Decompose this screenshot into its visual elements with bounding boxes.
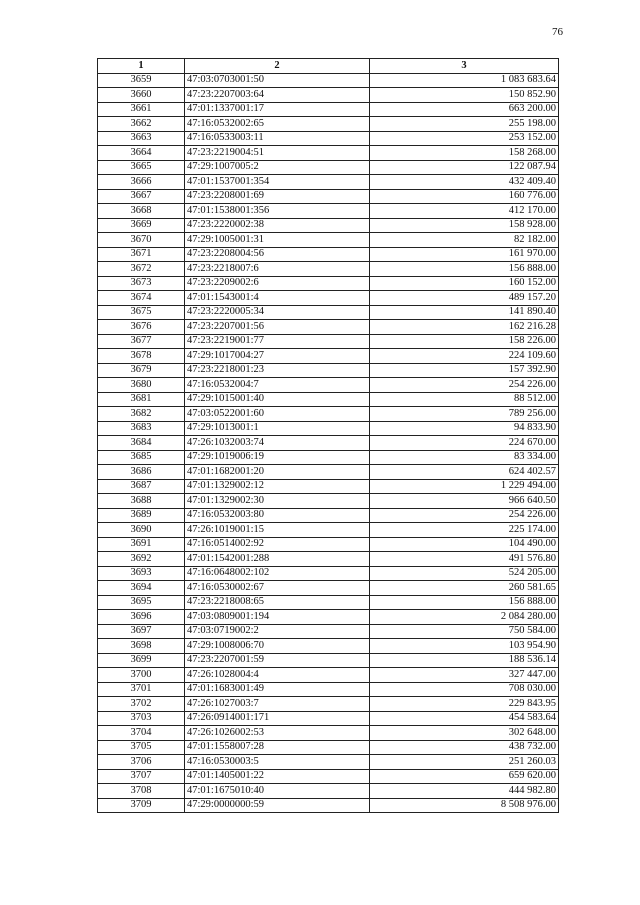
row-number: 3677 bbox=[98, 334, 185, 349]
table-row bbox=[98, 465, 559, 480]
row-number: 3663 bbox=[98, 131, 185, 146]
row-number: 3705 bbox=[98, 740, 185, 755]
table-row bbox=[98, 436, 559, 451]
row-number: 3669 bbox=[98, 218, 185, 233]
cadastral-number: 47:23:2220005:34 bbox=[185, 305, 370, 320]
cadastral-value: 225 174.00 bbox=[370, 523, 559, 538]
cadastral-value: 156 888.00 bbox=[370, 595, 559, 610]
cadastral-value: 158 268.00 bbox=[370, 146, 559, 161]
table-row bbox=[98, 276, 559, 291]
row-number: 3671 bbox=[98, 247, 185, 262]
cadastral-number: 47:03:0522001:60 bbox=[185, 407, 370, 422]
row-number: 3707 bbox=[98, 769, 185, 784]
row-number: 3661 bbox=[98, 102, 185, 117]
table-row bbox=[98, 494, 559, 509]
table-row bbox=[98, 523, 559, 538]
cadastral-number: 47:01:1558007:28 bbox=[185, 740, 370, 755]
table-row bbox=[98, 595, 559, 610]
row-number: 3659 bbox=[98, 73, 185, 88]
page-number: 76 bbox=[552, 26, 563, 38]
cadastral-number: 47:23:2218001:23 bbox=[185, 363, 370, 378]
table-row bbox=[98, 233, 559, 248]
table-row bbox=[98, 262, 559, 277]
cadastral-value: 750 584.00 bbox=[370, 624, 559, 639]
table-row bbox=[98, 305, 559, 320]
cadastral-number: 47:29:0000000:59 bbox=[185, 798, 370, 813]
cadastral-value: 659 620.00 bbox=[370, 769, 559, 784]
table-row bbox=[98, 175, 559, 190]
row-number: 3696 bbox=[98, 610, 185, 625]
cadastral-number: 47:23:2218008:65 bbox=[185, 595, 370, 610]
row-number: 3667 bbox=[98, 189, 185, 204]
cadastral-value: 82 182.00 bbox=[370, 233, 559, 248]
table-row bbox=[98, 189, 559, 204]
row-number: 3704 bbox=[98, 726, 185, 741]
table-row bbox=[98, 610, 559, 625]
cadastral-number: 47:16:0530002:67 bbox=[185, 581, 370, 596]
cadastral-value: 663 200.00 bbox=[370, 102, 559, 117]
row-number: 3684 bbox=[98, 436, 185, 451]
cadastral-number: 47:29:1005001:31 bbox=[185, 233, 370, 248]
cadastral-value: 253 152.00 bbox=[370, 131, 559, 146]
cadastral-value: 8 508 976.00 bbox=[370, 798, 559, 813]
cadastral-number: 47:01:1543001:4 bbox=[185, 291, 370, 306]
row-number: 3692 bbox=[98, 552, 185, 567]
cadastral-number: 47:23:2207001:59 bbox=[185, 653, 370, 668]
cadastral-value: 141 890.40 bbox=[370, 305, 559, 320]
cadastral-number: 47:03:0703001:50 bbox=[185, 73, 370, 88]
row-number: 3672 bbox=[98, 262, 185, 277]
cadastral-value: 491 576.80 bbox=[370, 552, 559, 567]
table-row bbox=[98, 117, 559, 132]
cadastral-number: 47:23:2207001:56 bbox=[185, 320, 370, 335]
cadastral-value: 327 447.00 bbox=[370, 668, 559, 683]
cadastral-value: 789 256.00 bbox=[370, 407, 559, 422]
table-row bbox=[98, 450, 559, 465]
table-row bbox=[98, 378, 559, 393]
cadastral-number: 47:29:1007005:2 bbox=[185, 160, 370, 175]
cadastral-value: 94 833.90 bbox=[370, 421, 559, 436]
cadastral-value: 302 648.00 bbox=[370, 726, 559, 741]
table-row bbox=[98, 73, 559, 88]
cadastral-value: 156 888.00 bbox=[370, 262, 559, 277]
cadastral-number: 47:16:0532004:7 bbox=[185, 378, 370, 393]
cadastral-value: 254 226.00 bbox=[370, 378, 559, 393]
table-row bbox=[98, 218, 559, 233]
row-number: 3703 bbox=[98, 711, 185, 726]
cadastral-value: 966 640.50 bbox=[370, 494, 559, 509]
row-number: 3676 bbox=[98, 320, 185, 335]
cadastral-value: 444 982.80 bbox=[370, 784, 559, 799]
table-row bbox=[98, 479, 559, 494]
row-number: 3690 bbox=[98, 523, 185, 538]
cadastral-value: 158 928.00 bbox=[370, 218, 559, 233]
cadastral-value: 412 170.00 bbox=[370, 204, 559, 219]
table-row bbox=[98, 711, 559, 726]
cadastral-number: 47:23:2219004:51 bbox=[185, 146, 370, 161]
table-row bbox=[98, 407, 559, 422]
cadastral-value: 2 084 280.00 bbox=[370, 610, 559, 625]
cadastral-number: 47:03:0719002:2 bbox=[185, 624, 370, 639]
table-row bbox=[98, 726, 559, 741]
table-row bbox=[98, 334, 559, 349]
row-number: 3706 bbox=[98, 755, 185, 770]
cadastral-value: 432 409.40 bbox=[370, 175, 559, 190]
row-number: 3668 bbox=[98, 204, 185, 219]
cadastral-value: 1 229 494.00 bbox=[370, 479, 559, 494]
table-row bbox=[98, 653, 559, 668]
cadastral-value: 188 536.14 bbox=[370, 653, 559, 668]
row-number: 3670 bbox=[98, 233, 185, 248]
table-row bbox=[98, 784, 559, 799]
cadastral-value: 624 402.57 bbox=[370, 465, 559, 480]
cadastral-value: 160 152.00 bbox=[370, 276, 559, 291]
cadastral-number: 47:26:1019001:15 bbox=[185, 523, 370, 538]
cadastral-number: 47:01:1329002:12 bbox=[185, 479, 370, 494]
cadastral-number: 47:01:1683001:49 bbox=[185, 682, 370, 697]
table-row bbox=[98, 160, 559, 175]
row-number: 3687 bbox=[98, 479, 185, 494]
cadastral-value: 122 087.94 bbox=[370, 160, 559, 175]
table-row bbox=[98, 88, 559, 103]
row-number: 3664 bbox=[98, 146, 185, 161]
table-row bbox=[98, 204, 559, 219]
column-header-3: 3 bbox=[370, 59, 559, 74]
cadastral-value: 157 392.90 bbox=[370, 363, 559, 378]
cadastral-value: 150 852.90 bbox=[370, 88, 559, 103]
row-number: 3695 bbox=[98, 595, 185, 610]
table-row bbox=[98, 740, 559, 755]
table-row bbox=[98, 320, 559, 335]
row-number: 3698 bbox=[98, 639, 185, 654]
table-row bbox=[98, 291, 559, 306]
row-number: 3675 bbox=[98, 305, 185, 320]
cadastral-value: 224 109.60 bbox=[370, 349, 559, 364]
table-row bbox=[98, 247, 559, 262]
cadastral-number: 47:01:1329002:30 bbox=[185, 494, 370, 509]
cadastral-number: 47:16:0532003:80 bbox=[185, 508, 370, 523]
cadastral-value: 489 157.20 bbox=[370, 291, 559, 306]
table-row bbox=[98, 682, 559, 697]
cadastral-value: 524 205.00 bbox=[370, 566, 559, 581]
row-number: 3683 bbox=[98, 421, 185, 436]
row-number: 3688 bbox=[98, 494, 185, 509]
table-row bbox=[98, 566, 559, 581]
cadastral-value: 438 732.00 bbox=[370, 740, 559, 755]
cadastral-value: 251 260.03 bbox=[370, 755, 559, 770]
row-number: 3666 bbox=[98, 175, 185, 190]
row-number: 3691 bbox=[98, 537, 185, 552]
table-row bbox=[98, 131, 559, 146]
cadastral-number: 47:23:2209002:6 bbox=[185, 276, 370, 291]
row-number: 3701 bbox=[98, 682, 185, 697]
row-number: 3700 bbox=[98, 668, 185, 683]
row-number: 3660 bbox=[98, 88, 185, 103]
table-row bbox=[98, 581, 559, 596]
row-number: 3697 bbox=[98, 624, 185, 639]
cadastral-value: 229 843.95 bbox=[370, 697, 559, 712]
table-row bbox=[98, 755, 559, 770]
cadastral-number: 47:23:2219001:77 bbox=[185, 334, 370, 349]
row-number: 3678 bbox=[98, 349, 185, 364]
row-number: 3694 bbox=[98, 581, 185, 596]
cadastral-number: 47:29:1015001:40 bbox=[185, 392, 370, 407]
row-number: 3681 bbox=[98, 392, 185, 407]
row-number: 3679 bbox=[98, 363, 185, 378]
table-header-row bbox=[98, 59, 559, 74]
cadastral-number: 47:29:1017004:27 bbox=[185, 349, 370, 364]
table-row bbox=[98, 697, 559, 712]
cadastral-value: 88 512.00 bbox=[370, 392, 559, 407]
cadastral-number: 47:23:2220002:38 bbox=[185, 218, 370, 233]
cadastral-value: 83 334.00 bbox=[370, 450, 559, 465]
cadastral-value: 162 216.28 bbox=[370, 320, 559, 335]
cadastral-value: 160 776.00 bbox=[370, 189, 559, 204]
table-row bbox=[98, 349, 559, 364]
cadastral-value: 158 226.00 bbox=[370, 334, 559, 349]
cadastral-value: 161 970.00 bbox=[370, 247, 559, 262]
table-row bbox=[98, 624, 559, 639]
row-number: 3693 bbox=[98, 566, 185, 581]
row-number: 3709 bbox=[98, 798, 185, 813]
cadastral-number: 47:16:0530003:5 bbox=[185, 755, 370, 770]
cadastral-number: 47:01:1405001:22 bbox=[185, 769, 370, 784]
row-number: 3689 bbox=[98, 508, 185, 523]
row-number: 3673 bbox=[98, 276, 185, 291]
table-row bbox=[98, 798, 559, 813]
cadastral-number: 47:26:1026002:53 bbox=[185, 726, 370, 741]
cadastral-number: 47:01:1538001:356 bbox=[185, 204, 370, 219]
cadastral-number: 47:26:1032003:74 bbox=[185, 436, 370, 451]
column-header-2: 2 bbox=[185, 59, 370, 74]
cadastral-number: 47:16:0532002:65 bbox=[185, 117, 370, 132]
row-number: 3686 bbox=[98, 465, 185, 480]
cadastral-number: 47:01:1682001:20 bbox=[185, 465, 370, 480]
cadastral-value: 1 083 683.64 bbox=[370, 73, 559, 88]
cadastral-number: 47:23:2208001:69 bbox=[185, 189, 370, 204]
cadastral-number: 47:01:1337001:17 bbox=[185, 102, 370, 117]
cadastral-value: 104 490.00 bbox=[370, 537, 559, 552]
cadastral-number: 47:16:0533003:11 bbox=[185, 131, 370, 146]
cadastral-number: 47:26:1028004:4 bbox=[185, 668, 370, 683]
cadastral-value: 454 583.64 bbox=[370, 711, 559, 726]
cadastral-value: 224 670.00 bbox=[370, 436, 559, 451]
row-number: 3702 bbox=[98, 697, 185, 712]
table-row bbox=[98, 639, 559, 654]
table-row bbox=[98, 363, 559, 378]
row-number: 3708 bbox=[98, 784, 185, 799]
cadastral-number: 47:23:2218007:6 bbox=[185, 262, 370, 277]
row-number: 3699 bbox=[98, 653, 185, 668]
cadastral-number: 47:26:1027003:7 bbox=[185, 697, 370, 712]
cadastral-number: 47:23:2207003:64 bbox=[185, 88, 370, 103]
row-number: 3662 bbox=[98, 117, 185, 132]
cadastral-value: 255 198.00 bbox=[370, 117, 559, 132]
table-row bbox=[98, 668, 559, 683]
cadastral-number: 47:16:0648002:102 bbox=[185, 566, 370, 581]
row-number: 3665 bbox=[98, 160, 185, 175]
cadastral-number: 47:29:1013001:1 bbox=[185, 421, 370, 436]
row-number: 3682 bbox=[98, 407, 185, 422]
table-row bbox=[98, 392, 559, 407]
cadastral-number: 47:01:1537001:354 bbox=[185, 175, 370, 190]
cadastral-number: 47:03:0809001:194 bbox=[185, 610, 370, 625]
table-row bbox=[98, 552, 559, 567]
row-number: 3680 bbox=[98, 378, 185, 393]
table-row bbox=[98, 769, 559, 784]
table-row bbox=[98, 508, 559, 523]
cadastral-number: 47:29:1019006:19 bbox=[185, 450, 370, 465]
cadastral-value: 708 030.00 bbox=[370, 682, 559, 697]
cadastral-number: 47:26:0914001:171 bbox=[185, 711, 370, 726]
cadastral-number: 47:16:0514002:92 bbox=[185, 537, 370, 552]
column-header-1: 1 bbox=[98, 59, 185, 74]
cadastral-value: 254 226.00 bbox=[370, 508, 559, 523]
table-row bbox=[98, 537, 559, 552]
cadastral-value-table bbox=[97, 58, 559, 813]
cadastral-number: 47:23:2208004:56 bbox=[185, 247, 370, 262]
table-row bbox=[98, 146, 559, 161]
row-number: 3685 bbox=[98, 450, 185, 465]
cadastral-value: 103 954.90 bbox=[370, 639, 559, 654]
cadastral-number: 47:29:1008006:70 bbox=[185, 639, 370, 654]
table-row bbox=[98, 421, 559, 436]
cadastral-value: 260 581.65 bbox=[370, 581, 559, 596]
row-number: 3674 bbox=[98, 291, 185, 306]
cadastral-number: 47:01:1542001:288 bbox=[185, 552, 370, 567]
table-row bbox=[98, 102, 559, 117]
cadastral-number: 47:01:1675010:40 bbox=[185, 784, 370, 799]
